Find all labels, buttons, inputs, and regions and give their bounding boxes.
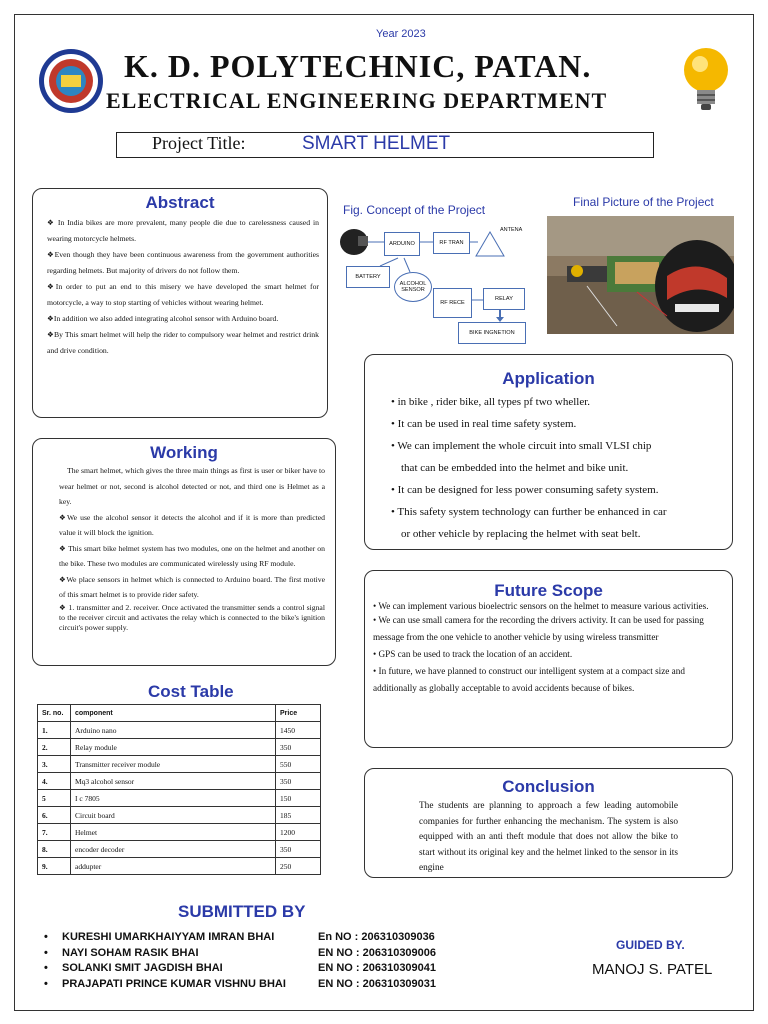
table-row: [38, 773, 321, 790]
working-point: The smart helmet, which gives the three main things as first is user or biker have to wear helmet or not, second is alcohol detected or not, and third one is Helmet as a key.: [59, 466, 325, 506]
arduino-block: ARDUINO: [384, 232, 420, 256]
component-cell: Arduino nano: [71, 722, 276, 739]
table-row: [38, 790, 321, 807]
abstract-point: ❖ In India bikes are more prevalent, many people die due to carelessness caused in wearing motorcycle helmets.: [47, 218, 319, 243]
future-item: • In future, we have planned to construct our intelligent system at a compact size and additionally as globally acceptable to avoid accidents because of bikes.: [373, 666, 685, 693]
col-header: Price: [276, 705, 321, 722]
college-logo: [38, 48, 104, 114]
application-item: • It can be used in real time safety system.: [391, 418, 577, 430]
project-title-label: Project Title:: [152, 133, 246, 153]
working-point: ❖ This smart bike helmet system has two modules, one on the helmet and another on the bike. These two modules are communicated wirelessly using RF module.: [59, 543, 325, 568]
member-en: En NO : 206310309036: [318, 931, 435, 943]
component-cell: Transmitter receiver module: [71, 756, 276, 773]
abstract-box: [32, 188, 328, 418]
price-cell: 350: [276, 841, 321, 858]
application-item: • It can be designed for less power consuming safety system.: [391, 484, 659, 496]
table-row: [38, 807, 321, 824]
member-name: NAYI SOHAM RASIK BHAI: [62, 946, 199, 959]
rf-tran-block: RF TRAN: [433, 232, 470, 254]
component-cell: Helmet: [71, 824, 276, 841]
application-item: • We can implement the whole circuit into small VLSI chip: [391, 440, 652, 452]
col-header: Sr. no.: [38, 705, 71, 722]
price-cell: 150: [276, 790, 321, 807]
concept-caption: Fig. Concept of the Project: [343, 203, 486, 217]
future-scope-heading: Future Scope: [494, 581, 603, 600]
member-en: EN NO : 206310309041: [318, 962, 437, 974]
year-label: Year 2023: [376, 28, 426, 40]
future-item: • We can implement various bioelectric sensors on the helmet to measure various activities.: [373, 601, 709, 611]
member-name: PRAJAPATI PRINCE KUMAR VISHNU BHAI: [62, 977, 286, 990]
table-row: [38, 756, 321, 773]
project-title: SMART HELMET: [302, 133, 451, 154]
sr-no-cell: 1.: [38, 722, 71, 739]
sr-no-cell: 9.: [38, 858, 71, 875]
antena-label: ANTENA: [500, 227, 523, 233]
application-box: [364, 354, 733, 550]
component-cell: addupter: [71, 858, 276, 875]
sr-no-cell: 3.: [38, 756, 71, 773]
member-name: KURESHI UMARKHAIYYAM IMRAN BHAI: [62, 931, 275, 943]
alcohol-sensor-block: ALCOHOL SENSOR: [394, 272, 432, 302]
ignition-block: BIKE INGNETION: [458, 322, 526, 344]
working-box: [32, 438, 336, 666]
abstract-point: ❖In addition we also added integrating alcohol sensor with Arduino board.: [47, 314, 279, 323]
member-en: EN NO : 206310309006: [318, 946, 437, 959]
guide-name: MANOJ S. PATEL: [592, 961, 713, 978]
col-header: component: [71, 705, 276, 722]
final-photo: [547, 216, 734, 334]
price-cell: 250: [276, 858, 321, 875]
application-heading: Application: [502, 369, 595, 388]
abstract-point: ❖In order to put an end to this misery we have developed the smart helmet for motorcycle, a way to stop starting of vehicles without wearing helmet.: [47, 282, 319, 307]
table-row: [38, 858, 321, 875]
bulb-icon: [676, 44, 736, 116]
application-item: • in bike , rider bike, all types pf two wheller.: [391, 396, 591, 408]
future-item: • GPS can be used to track the location of an accident.: [373, 649, 573, 659]
abstract-point: ❖Even though they have been continuous awareness from the government authorities regarding helmets. But majority of drivers do not follow them.: [47, 250, 319, 275]
rf-rece-block: RF RECE: [433, 288, 472, 318]
conclusion-text: The students are planning to approach a few leading automobile companies for further enhancing the mechanism. The system is also equipped with an anti theft module that does not allow the bike to start without its original key and the helmet linked to the sensor in its engine: [419, 801, 678, 873]
component-cell: Circuit board: [71, 807, 276, 824]
member-en: EN NO : 206310309031: [318, 977, 437, 990]
table-row: [38, 739, 321, 756]
relay-block: RELAY: [483, 288, 525, 310]
sr-no-cell: 2.: [38, 739, 71, 756]
member-name: SOLANKI SMIT JAGDISH BHAI: [62, 962, 223, 974]
conclusion-box: [364, 768, 733, 878]
sr-no-cell: 5: [38, 790, 71, 807]
table-row: [38, 722, 321, 739]
cost-heading: Cost Table: [148, 682, 234, 701]
component-cell: Relay module: [71, 739, 276, 756]
price-cell: 185: [276, 807, 321, 824]
cost-table: [37, 704, 321, 875]
future-item: • We can use small camera for the recording the drivers activity. It can be used for passing message from the one vehicle to another vehicle by using wireless transmitter: [373, 615, 704, 642]
sr-no-cell: 7.: [38, 824, 71, 841]
table-row: [38, 824, 321, 841]
price-cell: 350: [276, 773, 321, 790]
conclusion-heading: Conclusion: [502, 777, 595, 796]
future-scope-box: [364, 570, 733, 748]
concept-diagram: [338, 218, 538, 348]
component-cell: Mq3 alcohol sensor: [71, 773, 276, 790]
price-cell: 1450: [276, 722, 321, 739]
working-heading: Working: [150, 443, 218, 462]
sr-no-cell: 4.: [38, 773, 71, 790]
department-name: ELECTRICAL ENGINEERING DEPARTMENT: [106, 88, 608, 113]
working-point: ❖We use the alcohol sensor it detects the alcohol and if it is more than predicted value it will block the ignition.: [59, 512, 325, 537]
sr-no-cell: 8.: [38, 841, 71, 858]
working-point: ❖ 1. transmitter and 2. receiver. Once activated the transmitter sends a control signal to the receiver circuit and activates the relay which is connected to the bike's ignition circuit's power supply.: [59, 602, 325, 632]
component-cell: I c 7805: [71, 790, 276, 807]
component-cell: encoder decoder: [71, 841, 276, 858]
price-cell: 350: [276, 739, 321, 756]
college-name: K. D. POLYTECHNIC, PATAN.: [124, 48, 592, 84]
price-cell: 1200: [276, 824, 321, 841]
application-item: that can be embedded into the helmet and bike unit.: [401, 462, 629, 474]
table-header-row: [38, 705, 321, 722]
application-item: or other vehicle by replacing the helmet with seat belt.: [401, 528, 641, 540]
sr-no-cell: 6.: [38, 807, 71, 824]
application-item: • This safety system technology can further be enhanced in car: [391, 506, 667, 518]
abstract-point: ❖By This smart helmet will help the rider to compulsory wear helmet and restrict drink and drive condition.: [47, 330, 319, 355]
battery-block: BATTERY: [346, 266, 390, 288]
price-cell: 550: [276, 756, 321, 773]
table-row: [38, 841, 321, 858]
abstract-heading: Abstract: [145, 193, 215, 212]
final-caption: Final Picture of the Project: [573, 195, 714, 209]
working-point: ❖We place sensors in helmet which is connected to Arduino board. The first motive of this smart helmet is to provide rider safety.: [59, 574, 325, 599]
submitted-heading: SUBMITTED BY: [178, 902, 306, 921]
guided-heading: GUIDED BY.: [616, 938, 685, 952]
